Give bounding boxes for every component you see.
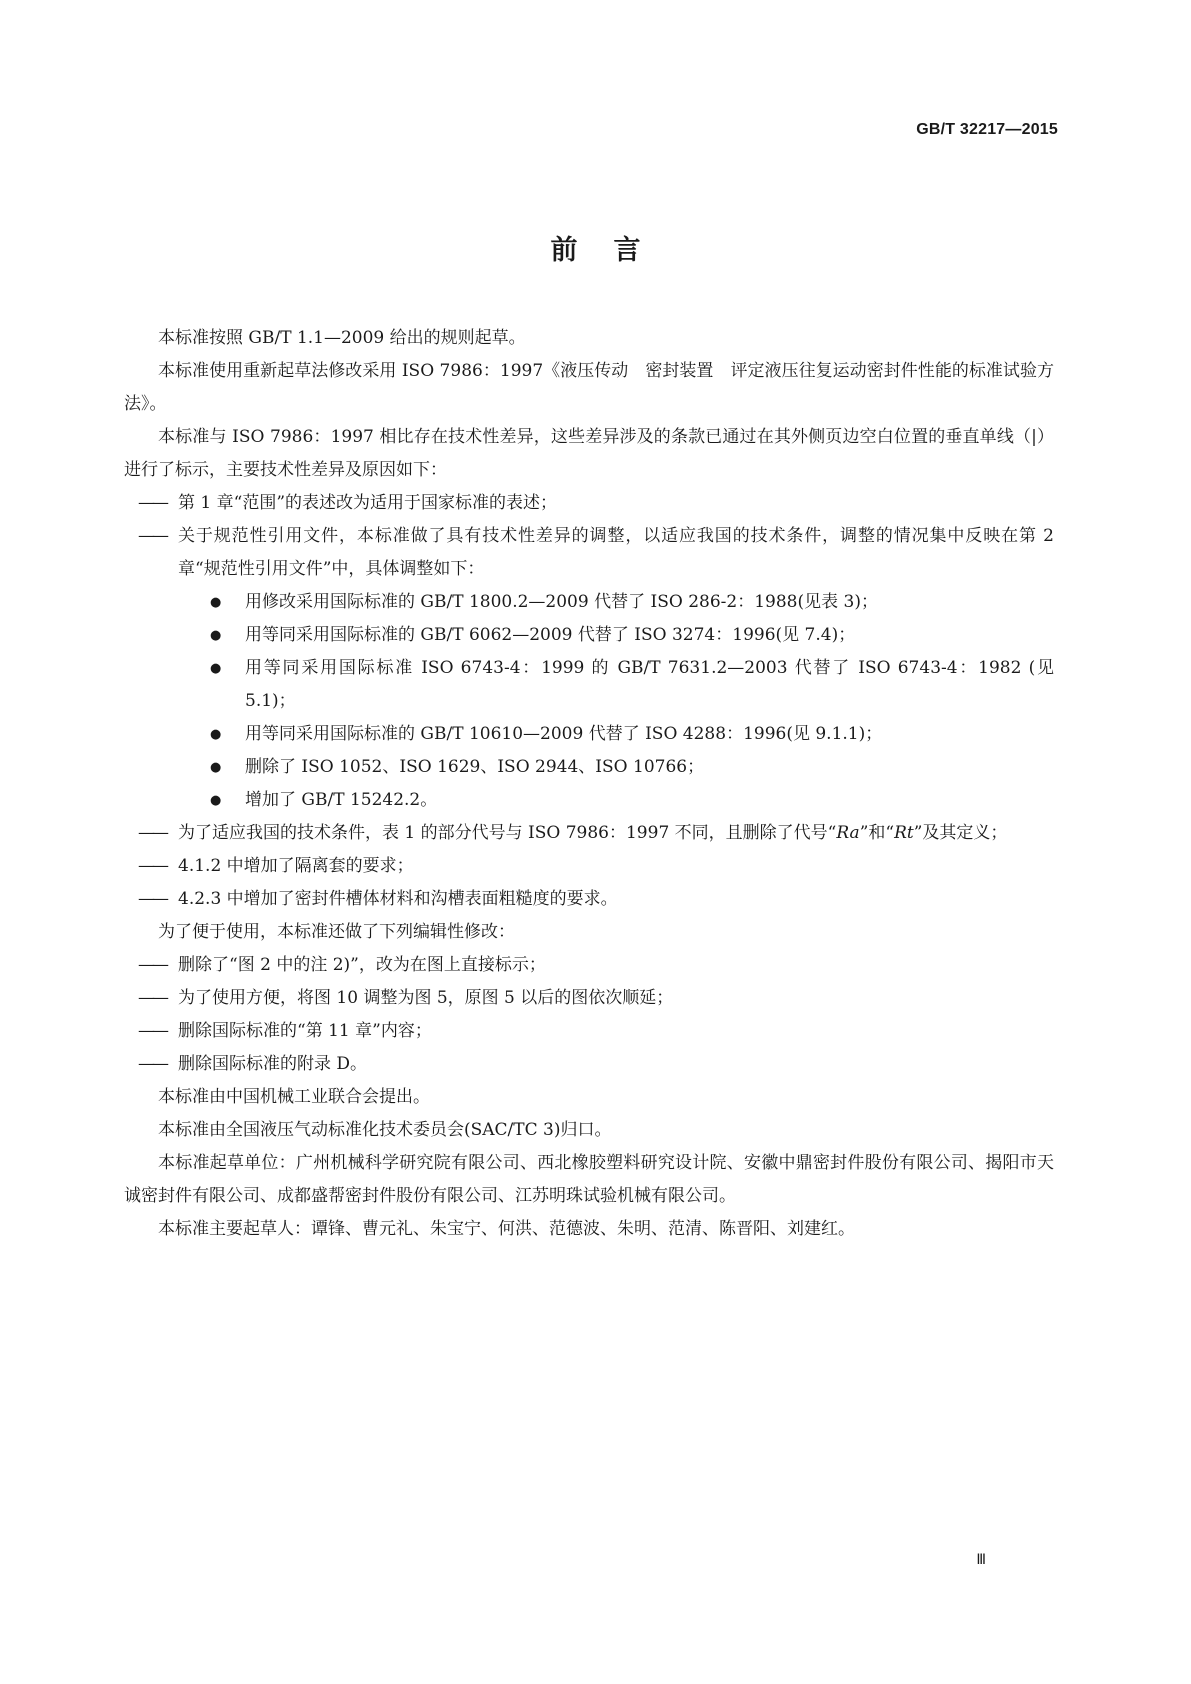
symbol-ra: Ra (836, 823, 860, 843)
paragraph: 本标准按照 GB/T 1.1—2009 给出的规则起草。 (158, 328, 526, 348)
list-item-text: 4.1.2 中增加了隔离套的要求； (178, 856, 414, 876)
list-item-text: 关于规范性引用文件，本标准做了具有技术性差异的调整，以适应我国的技术条件，调整的情况集中反映在第 2 章“规范性引用文件”中，具体调整如下： (178, 526, 1054, 579)
list-item (124, 1048, 1054, 1081)
list-item-text: 4.2.3 中增加了密封件槽体材料和沟槽表面粗糙度的要求。 (178, 889, 618, 909)
dash-mark: —— (138, 823, 166, 843)
dash-mark: —— (138, 1054, 166, 1074)
bullet-icon: ● (210, 793, 222, 808)
paragraph: 本标准由全国液压气动标准化技术委员会(SAC/TC 3)归口。 (158, 1120, 612, 1140)
bullet-item (124, 718, 1054, 751)
list-item (124, 949, 1054, 982)
list-item-text: 为了使用方便，将图 10 调整为图 5，原图 5 以后的图依次顺延； (178, 988, 674, 1008)
list-item (124, 817, 1054, 850)
list-item-text: 删除国际标准的“第 11 章”内容； (178, 1021, 432, 1041)
list-item (124, 850, 1054, 883)
bullet-icon: ● (210, 760, 222, 775)
bullet-icon: ● (210, 661, 222, 676)
bullet-icon: ● (210, 727, 222, 742)
dash-mark: —— (138, 856, 166, 876)
dash-mark: —— (138, 988, 166, 1008)
list-item-text: 删除国际标准的附录 D。 (178, 1054, 368, 1074)
bullet-icon: ● (210, 628, 222, 643)
standard-code: GB/T 32217—2015 (916, 121, 1058, 138)
list-item (124, 982, 1054, 1015)
bullet-text: 用等同采用国际标准的 GB/T 6062—2009 代替了 ISO 3274：1996(见 7.4)； (245, 625, 856, 645)
symbols-text: ”及其定义； (913, 823, 1008, 843)
bullet-item (124, 586, 1054, 619)
bullet-item (124, 619, 1054, 652)
list-item-text: 删除了“图 2 中的注 2)”，改为在图上直接标示； (178, 955, 546, 975)
bullet-text: 用修改采用国际标准的 GB/T 1800.2—2009 代替了 ISO 286-2：1988(见表 3)； (245, 592, 878, 612)
list-item (124, 1015, 1054, 1048)
paragraph: 本标准起草单位：广州机械科学研究院有限公司、西北橡胶塑料研究设计院、安徽中鼎密封件股份有限公司、揭阳市天诚密封件有限公司、成都盛帮密封件股份有限公司、江苏明珠试验机械有限公司。 (124, 1153, 1054, 1206)
dash-mark: —— (138, 526, 166, 546)
paragraph: 本标准与 ISO 7986：1997 相比存在技术性差异，这些差异涉及的条款已通过在其外侧页边空白位置的垂直单线（|）进行了标示，主要技术性差异及原因如下： (124, 427, 1054, 480)
symbols-text: 为了适应我国的技术条件，表 1 的部分代号与 ISO 7986：1997 不同，且删除了代号“ (178, 823, 837, 843)
dash-mark: —— (138, 889, 166, 909)
bullet-text: 用等同采用国际标准 ISO 6743-4：1999 的 GB/T 7631.2—2003 代替了 ISO 6743-4：1982 (见 5.1)； (245, 658, 1054, 711)
list-item (124, 520, 1054, 586)
paragraph: 为了便于使用，本标准还做了下列编辑性修改： (158, 922, 515, 942)
bullet-text: 用等同采用国际标准的 GB/T 10610—2009 代替了 ISO 4288：1996(见 9.1.1)； (245, 724, 883, 744)
list-item (124, 883, 1054, 916)
dash-mark: —— (138, 1021, 166, 1041)
page-title: 前言 (550, 235, 677, 266)
dash-mark: —— (138, 493, 166, 513)
bullet-text: 增加了 GB/T 15242.2。 (245, 790, 438, 810)
paragraph: 本标准主要起草人：谭锋、曹元礼、朱宝宁、何洪、范德波、朱明、范清、陈晋阳、刘建红。 (158, 1219, 855, 1239)
bullet-item (124, 784, 1054, 817)
list-item-text: 第 1 章“范围”的表述改为适用于国家标准的表述； (178, 493, 558, 513)
bullet-item (124, 751, 1054, 784)
symbols-text: ”和“ (859, 823, 895, 843)
dash-mark: —— (138, 955, 166, 975)
paragraph: 本标准使用重新起草法修改采用 ISO 7986：1997《液压传动 密封装置 评定液压往复运动密封件性能的标准试验方法》。 (124, 361, 1054, 414)
symbol-rt: Rt (894, 823, 914, 843)
bullet-icon: ● (210, 595, 222, 610)
page-number: Ⅲ (976, 1552, 986, 1568)
bullet-text: 删除了 ISO 1052、ISO 1629、ISO 2944、ISO 10766； (245, 757, 705, 777)
paragraph: 本标准由中国机械工业联合会提出。 (158, 1087, 430, 1107)
list-item (124, 487, 1054, 520)
foreword-body (124, 322, 1054, 1246)
bullet-item (124, 652, 1054, 718)
